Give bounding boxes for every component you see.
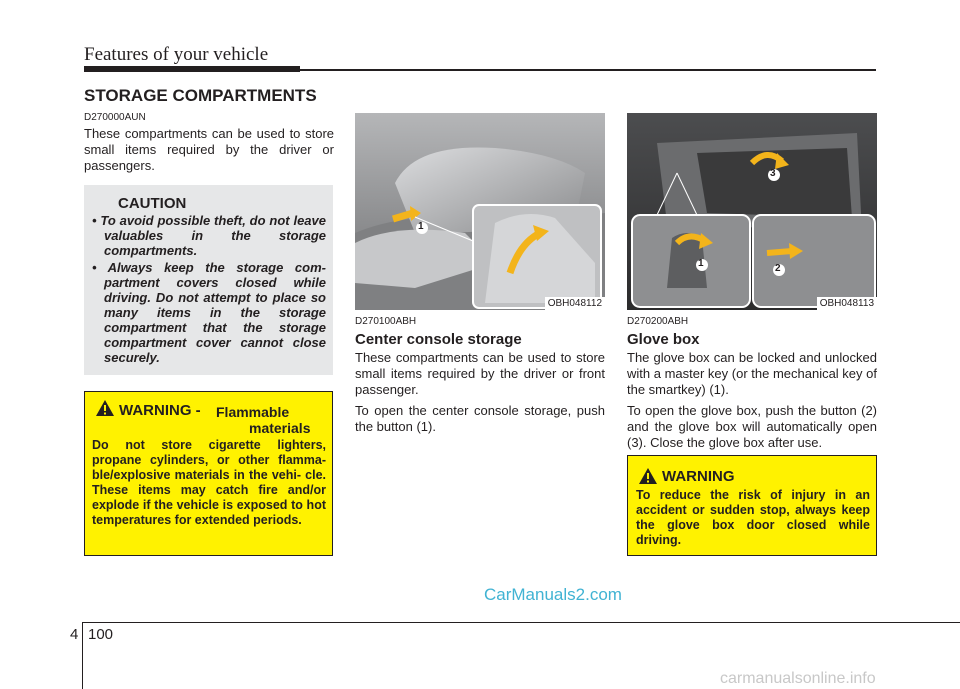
header-bar — [84, 66, 300, 72]
callout-3-label: 3 — [770, 168, 776, 179]
warning-glove-text: To reduce the risk of injury in an accident or sudden stop, always keep the glove box door closed while driving. — [636, 488, 870, 547]
caution-box — [84, 185, 333, 375]
glove-box-title: Glove box — [627, 331, 700, 348]
center-console-p1: These compartments can be used to store small items required by the driver or front passenger. — [355, 350, 605, 397]
callout-1-label: 1 — [698, 258, 704, 269]
caution-item: • To avoid possible theft, do not leave valuables in the storage compartments. — [92, 213, 326, 258]
glove-box-p2: To open the glove box, push the button (2) and the glove box will automatically open (3). Close the glove box after use. — [627, 403, 877, 450]
warning-icon — [639, 468, 657, 484]
warning-flammable-box — [84, 391, 333, 556]
center-console-illustration — [355, 113, 605, 310]
caution-title: CAUTION — [118, 195, 187, 212]
glove-box-code: D270200ABH — [627, 316, 689, 327]
glove-box-p1: The glove box can be locked and unlocked with a master key (or the mechanical key of the smartkey) (1). — [627, 350, 877, 397]
center-console-block — [355, 316, 605, 435]
caution-item: • Always keep the storage com- partment covers closed while driving. Do not attempt to place so many items in the storage compartment that the storage compartment cover cannot close securely. — [92, 260, 326, 365]
page-header-title: Features of your vehicle — [84, 44, 269, 65]
intro-block — [84, 112, 334, 174]
warning-glove-title: WARNING — [662, 468, 735, 485]
footer-rule — [83, 622, 960, 623]
center-console-photo-label: OBH048112 — [545, 297, 605, 310]
center-console-title: Center console storage — [355, 331, 522, 348]
warning-flammable-text: Do not store cigarette lighters, propane cylinders, or other flamma- ble/explosive materials in the vehi- cle. These items may catch fire and/or explode if the vehicle is exposed to hot temperatures for extended periods. — [92, 438, 326, 527]
watermark-bottom[interactable]: carmanualsonline.info — [720, 670, 876, 687]
warning-flammable-subtitle-1: Flammable — [216, 404, 290, 420]
footer-divider — [82, 622, 83, 689]
section-title: STORAGE COMPARTMENTS — [84, 86, 317, 105]
center-console-p2: To open the center console storage, push the button (1). — [355, 403, 605, 434]
center-console-photo — [355, 113, 605, 310]
watermark-top[interactable]: CarManuals2.com — [484, 585, 622, 604]
glove-box-illustration — [627, 113, 877, 310]
warning-icon — [96, 400, 114, 416]
header-rule — [300, 69, 876, 71]
warning-glove-box — [627, 455, 877, 556]
intro-text: These compartments can be used to store small items required by the driver or passengers. — [84, 126, 334, 173]
caution-list — [92, 213, 326, 367]
warning-flammable-subtitle-2: materials — [249, 420, 311, 436]
glove-box-photo-label: OBH048113 — [817, 297, 877, 310]
footer-chapter: 4 — [70, 626, 79, 643]
intro-code: D270000AUN — [84, 112, 146, 123]
callout-2-label: 2 — [775, 263, 781, 274]
callout-1-label: 1 — [418, 221, 424, 232]
footer-page: 100 — [88, 626, 114, 643]
center-console-code: D270100ABH — [355, 316, 417, 327]
warning-flammable-title: WARNING - — [119, 402, 201, 419]
glove-box-photo — [627, 113, 877, 310]
glove-box-block — [627, 316, 877, 451]
